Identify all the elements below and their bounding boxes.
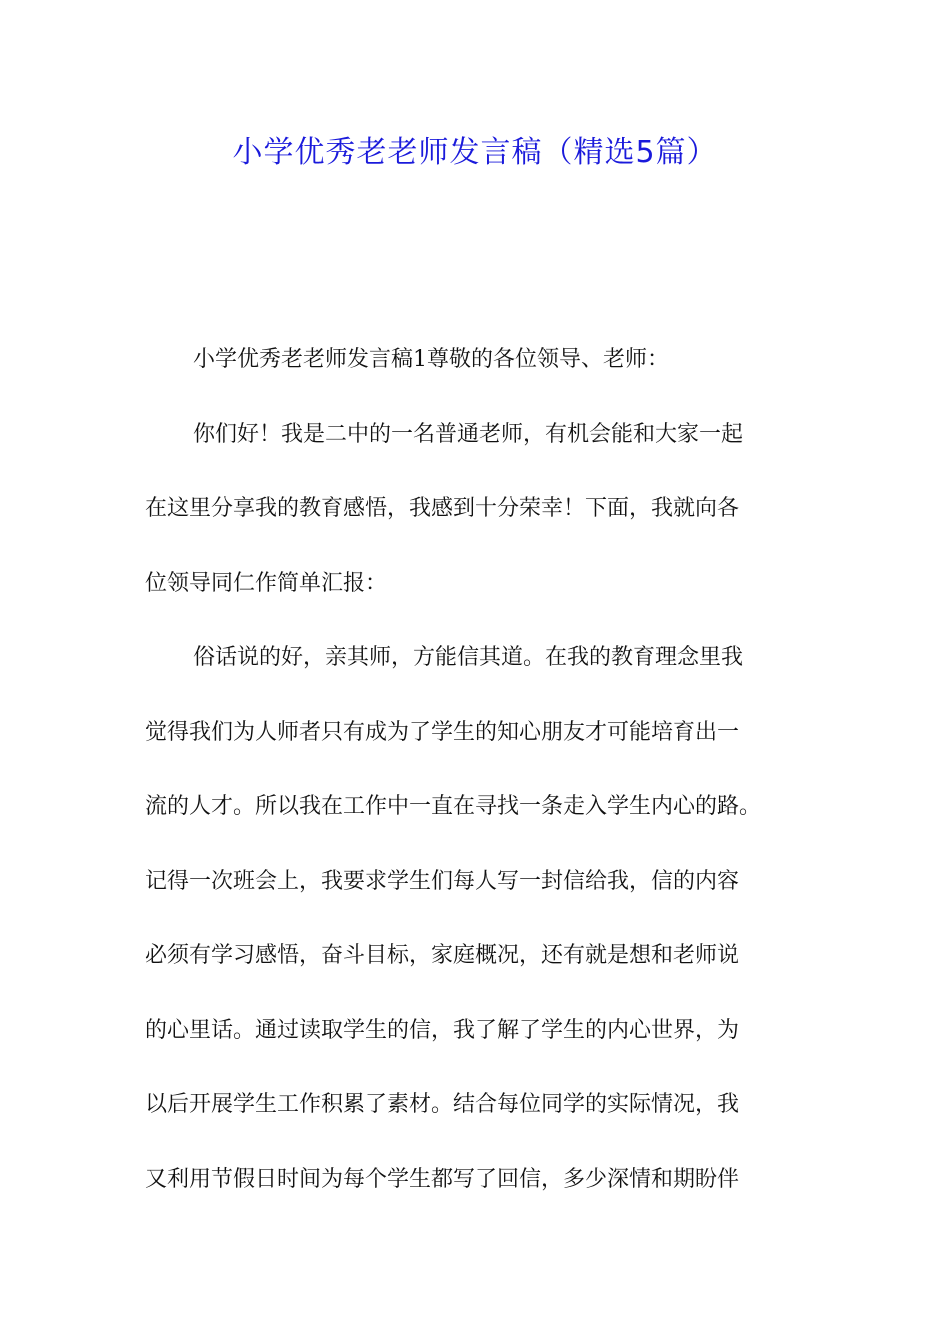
- paragraph-line: 流的人才。所以我在工作中一直在寻找一条走入学生内心的路。: [145, 794, 762, 819]
- paragraph-line: 必须有学习感悟，奋斗目标，家庭概况，还有就是想和老师说: [145, 943, 740, 968]
- paragraph-line: 的心里话。通过读取学生的信，我了解了学生的内心世界，为: [145, 1017, 740, 1043]
- paragraph-line: 位领导同仁作简单汇报：: [145, 570, 388, 596]
- paragraph-line: 又利用节假日时间为每个学生都写了回信，多少深情和期盼伴: [145, 1166, 740, 1192]
- paragraph-line: 以后开展学生工作积累了素材。结合每位同学的实际情况，我: [145, 1092, 740, 1117]
- paragraph-line: 你们好！我是二中的一名普通老师，有机会能和大家一起: [193, 421, 744, 447]
- paragraph-line: 小学优秀老老师发言稿1尊敬的各位领导、老师：: [193, 347, 669, 372]
- paragraph-line: 俗话说的好，亲其师，方能信其道。在我的教育理念里我: [193, 645, 744, 670]
- paragraph-line: 记得一次班会上，我要求学生们每人写一封信给我，信的内容: [145, 868, 740, 894]
- document-title: 小学优秀老老师发言稿（精选5篇）: [232, 135, 718, 170]
- paragraph-line: 觉得我们为人师者只有成为了学生的知心朋友才可能培育出一: [145, 719, 740, 745]
- paragraph-line: 在这里分享我的教育感悟，我感到十分荣幸！下面，我就向各: [145, 496, 740, 521]
- document-body: [145, 332, 805, 1226]
